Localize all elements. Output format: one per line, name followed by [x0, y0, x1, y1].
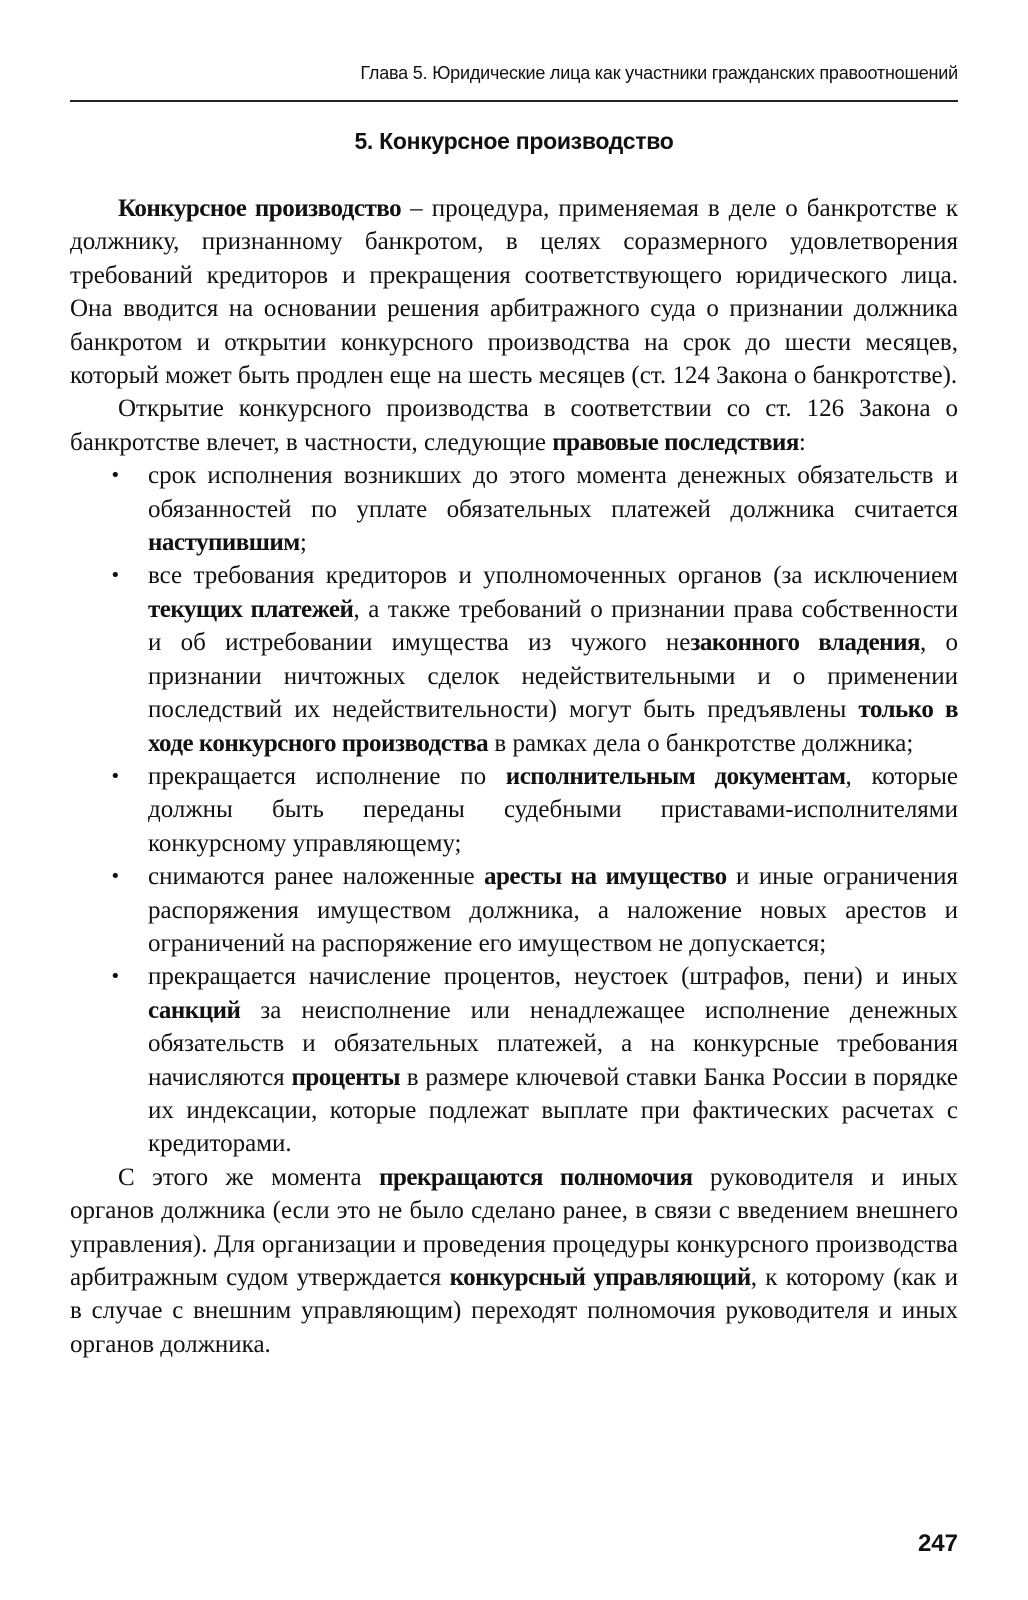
bold-phrase: текущих платежей — [148, 595, 354, 623]
bold-phrase: законного владения — [690, 629, 921, 657]
bullet-icon: • — [110, 866, 121, 888]
bullet-icon: • — [110, 765, 121, 787]
bold-phrase: прекращаются полномочия — [379, 1163, 693, 1191]
running-header-title: Глава 5. Юридические лица как участники гражданских правоотношений — [360, 63, 958, 83]
term-bold: Конкурсное производство — [118, 195, 402, 222]
paragraph-powers: С этого же момента прекращаются полномочия руководителя и иных органов должника (если это не было сделано ранее, в связи с введением внешнего управления). Для организации и проведения процедуры конкурсного производства арбитражным судом утверждается конкурсный управляющий, к которому (как и в случае с внешним управляющим) переходят полномочия руководителя и иных органов должника. — [70, 1163, 958, 1358]
bullet-icon: • — [110, 465, 121, 487]
bold-phrase: аресты на имущество — [483, 863, 727, 891]
bold-phrase: правовые последствия — [552, 428, 799, 456]
list-item: • прекращается начисление процентов, неустоек (штрафов, пени) и иных санкций за неисполнение или ненадлежащее исполнение денежных обязательств и обязательных платежей, а на конкурсные требования начисляются проценты в размере ключевой ставки Банка России в порядке их индексации, которые подлежат выплате при фактических расчетах с кредиторами. — [148, 960, 958, 1160]
paragraph-definition: Конкурсное производство – процедура, применяемая в деле о банкротстве к должнику, признанному банкротом, в целях соразмерного удовлетворения требований кредиторов и прекращения соответствующего юридического лица. Она вводится на основании решения арбитражного суда о признании должника банкротом и открытии конкурсного производства на срок до шести месяцев, который может быть продлен еще на шесть месяцев (ст. 124 Закона о банкротстве). — [70, 195, 959, 390]
section-title: 5. Конкурсное производство — [354, 128, 674, 154]
bullet-icon: • — [110, 966, 121, 988]
list-item: • снимаются ранее наложенные аресты на имущество и иные ограничения распоряжения имуществом должника, а наложение новых арестов и ограничений на распоряжение его имуществом не допускается; — [148, 860, 958, 960]
bold-phrase: конкурсный управляющий — [449, 1264, 751, 1291]
running-header — [70, 58, 958, 102]
bold-phrase: наступившим — [148, 529, 300, 557]
consequences-list — [70, 459, 958, 1161]
bold-phrase: только в ходе конкурсного производства — [148, 696, 958, 757]
bold-phrase: санкций — [148, 996, 241, 1024]
list-item: • все требования кредиторов и уполномоченных органов (за исключением текущих платежей, а также требований о признании права собственности и об истребовании имущества из чужого незаконного владения, о признании ничтожных сделок недействительными и о применении последствий их недействительности) могут быть предъявлены только в ходе конкурсного производства в рамках дела о банкротстве должника; — [148, 559, 958, 759]
paragraph-consequences-intro: Открытие конкурсного производства в соответствии со ст. 126 Закона о банкротстве влечет, в частности, следующие правовые последствия: — [70, 395, 958, 456]
list-item: • прекращается исполнение по исполнительным документам, которые должны быть переданы судебными приставами-исполнителями конкурсному управляющему; — [148, 760, 958, 860]
bold-phrase: исполнительным документам — [505, 762, 846, 790]
list-item: • срок исполнения возникших до этого момента денежных обязательств и обязанностей по уплате обязательных платежей должника считается наступившим; — [148, 459, 958, 559]
bold-phrase: проценты — [291, 1063, 400, 1091]
page-body — [70, 192, 958, 1361]
page-number: 247 — [917, 1530, 958, 1557]
bullet-icon: • — [110, 565, 121, 587]
